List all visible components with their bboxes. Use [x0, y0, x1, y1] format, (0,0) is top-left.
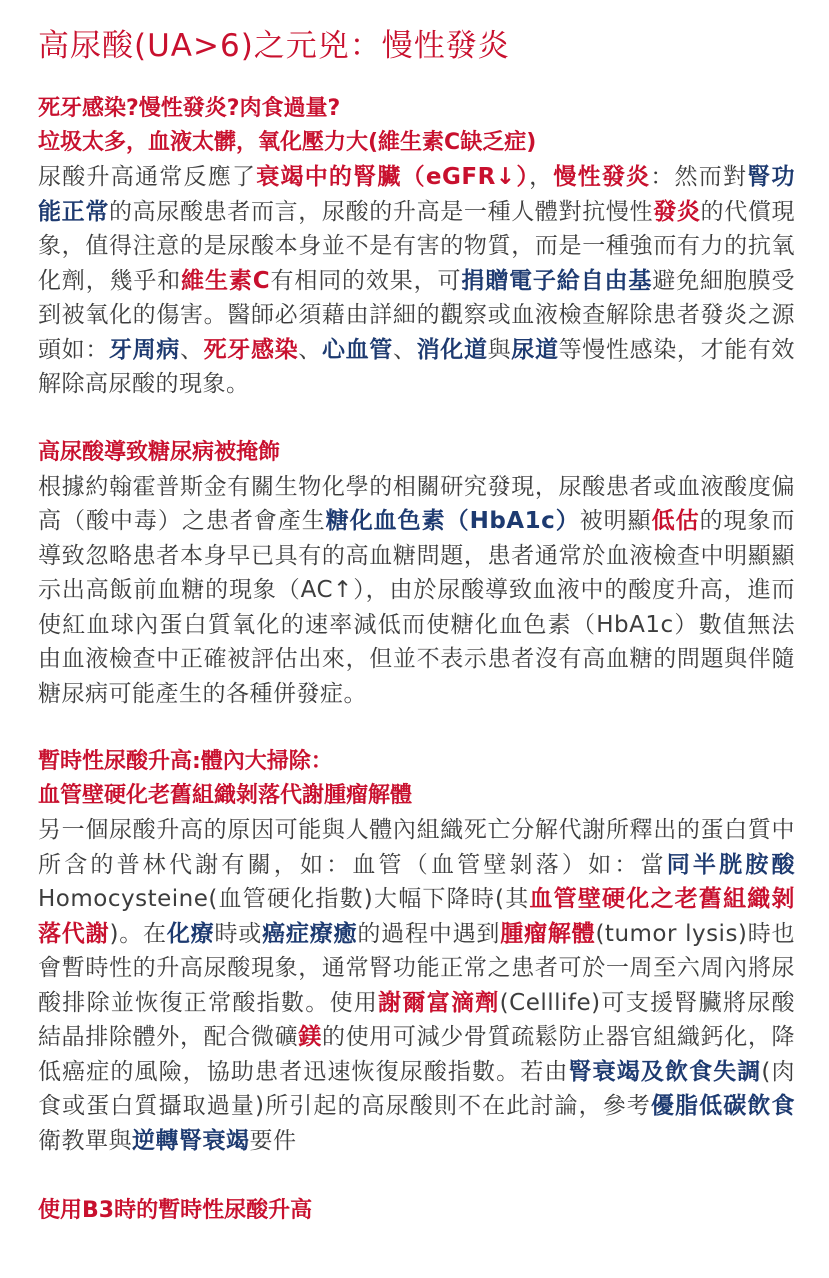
section-subheading: 垃圾太多，血液太髒，氧化壓力大(維生素C缺乏症) [38, 130, 537, 155]
section-chronic-inflammation [38, 92, 795, 402]
text: ， [529, 164, 554, 190]
text: 衛教單與 [38, 1127, 132, 1154]
text: 有相同的效果，可 [270, 267, 462, 294]
text: (Celllife)可支援腎臟將尿酸結晶排除體外，配合微礦 [38, 989, 796, 1050]
section-heading: 高尿酸導致糖尿病被掩飾 [38, 439, 281, 465]
text: 尿酸升高通常反應了 [38, 164, 257, 190]
highlight: 衰竭中的腎臟（eGFR↓） [256, 164, 530, 190]
text: (肉食或蛋白質攝取過量)所引起的高尿酸則不在此討論，參考 [38, 1058, 796, 1119]
text: )。在 [109, 920, 167, 947]
highlight: 心血管 [321, 336, 393, 363]
text: 、 [392, 336, 417, 363]
section-paragraph [38, 813, 795, 1158]
text: 的高尿酸患者而言，尿酸的升高是一種人體對抗慢性 [108, 198, 654, 225]
highlight: 發炎 [653, 198, 701, 225]
highlight: 腫瘤解體 [500, 920, 596, 947]
highlight: 化療 [166, 920, 215, 947]
highlight: 優脂低碳飲食 [650, 1093, 795, 1119]
highlight: 慢性發炎 [553, 164, 651, 190]
text: 另一個尿酸升高的原因可能與人體內組織死亡分解代謝所釋出的蛋白質中所含的普林代謝有關，如：血管（血管壁剝落）如：當 [38, 817, 795, 878]
text: 、 [179, 336, 204, 363]
section-heading: 使用B3時的暫時性尿酸升高 [38, 1198, 313, 1223]
highlight: 逆轉腎衰竭 [132, 1127, 250, 1154]
text: (tumor lysis)時也會暫時性的升高尿酸現象，通常腎功能正常之患者可於一周至六周內將尿酸排除並恢復正常酸指數。使用 [38, 920, 796, 1016]
section-subheading: 血管壁硬化老舊組織剝落代謝腫瘤解體 [38, 783, 413, 808]
section-b3 [38, 1194, 795, 1228]
highlight: 鎂 [298, 1024, 322, 1050]
page-title: 高尿酸(UA>6)之元兇：慢性發炎 [38, 28, 510, 64]
text: 等慢性感染，才能有效解除高尿酸的現象。 [38, 336, 796, 397]
section-heading: 暫時性尿酸升高:體內大掃除： [38, 749, 333, 774]
highlight: 死牙感染 [203, 336, 299, 363]
highlight: 腎衰竭及飲食失調 [568, 1058, 762, 1085]
highlight: 癌症療癒 [262, 920, 358, 947]
highlight: 腎功能正常 [38, 164, 796, 225]
text: 的代償現象，值得注意的是尿酸本身並不是有害的物質，而是一種強而有力的抗氧化劑，幾乎和 [38, 198, 796, 294]
highlight: 維生素C [181, 267, 271, 294]
text: 的現象而導致忽略患者本身早已具有的高血糖問題，患者通常於血液檢查中明顯顯示出高飯前血糖的現象（AC↑），由於尿酸導致血液中的酸度升高，進而使紅血球內蛋白質氧化的速率減低而使糖化血色素（HbA1c）數值無法由血液檢查中正確被評估出來，但並不表示患者沒有高血糖的問題與伴隨糖尿病可能產生的各種併發症。 [38, 508, 796, 707]
text: ：然而對 [650, 164, 748, 190]
highlight: 捐贈電子給自由基 [461, 267, 653, 294]
text: 被明顯 [579, 508, 652, 534]
text: 與 [487, 336, 512, 363]
text: Homocysteine(血管硬化指數)大幅下降時(其 [38, 886, 530, 912]
section-temporary-uric-acid [38, 745, 795, 1158]
section-paragraph [38, 470, 795, 712]
section-diabetes-masked [38, 436, 795, 712]
text: 的使用可減少骨質疏鬆防止器官組織鈣化，降低癌症的風險，協助患者迅速恢復尿酸指數。若由 [38, 1024, 796, 1085]
highlight: 血管壁硬化之老舊組織剝落代謝 [38, 886, 796, 947]
section-heading: 死牙感染?慢性發炎?肉食過量? [38, 96, 341, 121]
highlight: 尿道 [511, 336, 559, 363]
text: 避免細胞膜受到被氧化的傷害。醫師必須藉由詳細的觀察或血液檢查解除患者發炎之源頭如： [38, 267, 796, 363]
text: 的過程中遇到 [357, 920, 501, 947]
highlight: 糖化血色素（HbA1c） [325, 508, 580, 534]
highlight: 低估 [651, 508, 700, 534]
text: 、 [298, 336, 322, 363]
highlight: 牙周病 [108, 336, 180, 363]
text: 要件 [249, 1127, 297, 1154]
highlight: 同半胱胺酸 [666, 851, 796, 878]
text: 根據約翰霍普斯金有關生物化學的相關研究發現，尿酸患者或血液酸度偏高（酸中毒）之患者會產生 [38, 473, 795, 534]
text: 時或 [214, 920, 263, 947]
section-paragraph [38, 160, 795, 402]
highlight: 消化道 [416, 336, 488, 363]
highlight: 謝爾富滴劑 [378, 989, 500, 1016]
